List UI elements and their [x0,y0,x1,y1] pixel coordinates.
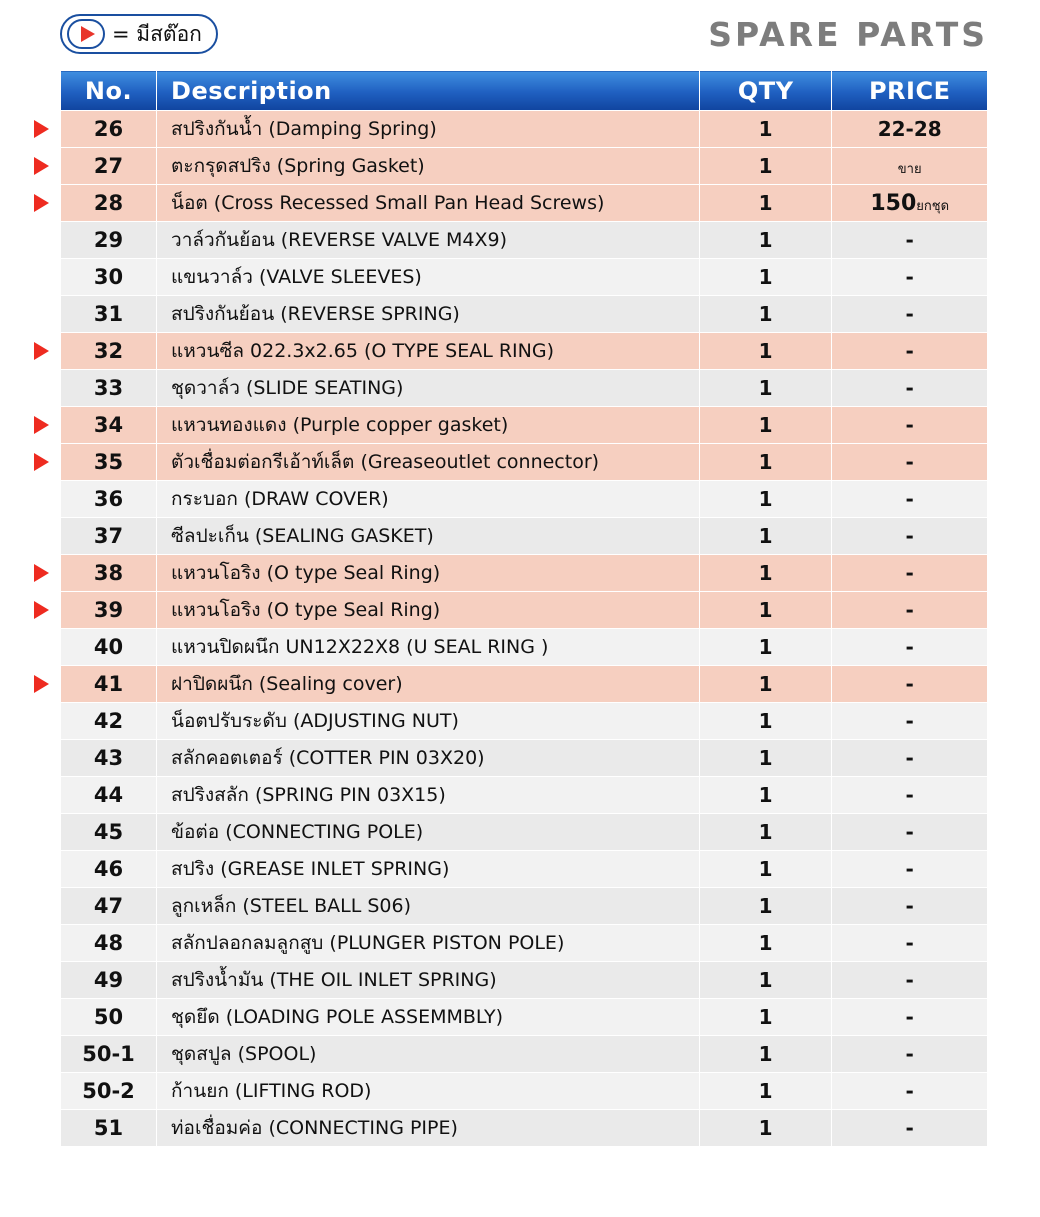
cell-description: แหวนโอริง (O type Seal Ring) [157,555,700,592]
table-row [61,1036,988,1073]
cell-qty: 1 [699,444,832,481]
cell-price: - [832,370,988,407]
cell-no: 34 [61,407,157,444]
cell-price: - [832,222,988,259]
price-note: ขาย [897,161,922,177]
table-row [61,185,988,222]
cell-no: 43 [61,740,157,777]
cell-price: - [832,407,988,444]
table-row [61,481,988,518]
cell-description: ตัวเชื่อมต่อกรีเอ้าท์เล็ต (Greaseoutlet connector) [157,444,700,481]
play-triangle-icon [67,19,105,49]
in-stock-marker-icon [34,601,49,619]
cell-qty: 1 [699,111,832,148]
cell-description: ก้านยก (LIFTING ROD) [157,1073,700,1110]
table-row [61,518,988,555]
in-stock-marker-icon [34,120,49,138]
cell-price: - [832,444,988,481]
cell-price: - [832,814,988,851]
cell-description: ชุดสปูล (SPOOL) [157,1036,700,1073]
table-row [61,777,988,814]
table-row [61,555,988,592]
cell-qty: 1 [699,1110,832,1147]
cell-description: ชุดวาล์ว (SLIDE SEATING) [157,370,700,407]
cell-no: 26 [61,111,157,148]
table-row [61,629,988,666]
cell-qty: 1 [699,407,832,444]
cell-qty: 1 [699,740,832,777]
cell-no: 50-1 [61,1036,157,1073]
table-row [61,925,988,962]
cell-no: 50-2 [61,1073,157,1110]
table-row [61,148,988,185]
cell-qty: 1 [699,999,832,1036]
table-row [61,888,988,925]
cell-price: - [832,518,988,555]
cell-description: สลักคอตเตอร์ (COTTER PIN 03X20) [157,740,700,777]
cell-description: แหวนโอริง (O type Seal Ring) [157,592,700,629]
cell-price: 22-28 [832,111,988,148]
cell-price [832,148,988,185]
table-row [61,333,988,370]
in-stock-marker-icon [34,416,49,434]
cell-description: น็อตปรับระดับ (ADJUSTING NUT) [157,703,700,740]
cell-qty: 1 [699,925,832,962]
cell-qty: 1 [699,666,832,703]
price-value: 150 [870,190,917,216]
cell-no: 51 [61,1110,157,1147]
cell-price: - [832,999,988,1036]
parts-table [60,70,988,1147]
cell-qty: 1 [699,962,832,999]
price-suffix: ยกชุด [916,198,950,214]
cell-description: ตะกรุดสปริง (Spring Gasket) [157,148,700,185]
cell-no: 31 [61,296,157,333]
cell-no: 48 [61,925,157,962]
cell-no: 50 [61,999,157,1036]
table-row [61,111,988,148]
cell-description: แหวนปิดผนึก UN12X22X8 (U SEAL RING ) [157,629,700,666]
column-header-description: Description [157,71,700,111]
page-header [0,0,1040,62]
cell-price: - [832,481,988,518]
cell-no: 44 [61,777,157,814]
cell-qty: 1 [699,851,832,888]
table-row [61,740,988,777]
stock-legend [60,14,218,54]
in-stock-marker-icon [34,157,49,175]
cell-price: - [832,333,988,370]
table-row [61,999,988,1036]
cell-description: แหวนทองแดง (Purple copper gasket) [157,407,700,444]
cell-no: 35 [61,444,157,481]
cell-description: ท่อเชื่อมค่อ (CONNECTING PIPE) [157,1110,700,1147]
cell-no: 28 [61,185,157,222]
stock-legend-label: = มีสต๊อก [112,21,202,46]
cell-no: 33 [61,370,157,407]
cell-price: - [832,629,988,666]
cell-price: - [832,1110,988,1147]
cell-no: 37 [61,518,157,555]
in-stock-marker-icon [34,453,49,471]
cell-no: 38 [61,555,157,592]
cell-price: - [832,962,988,999]
table-header-row [61,71,988,111]
cell-price: - [832,555,988,592]
cell-description: กระบอก (DRAW COVER) [157,481,700,518]
cell-qty: 1 [699,629,832,666]
table-row [61,222,988,259]
cell-description: สปริงกันน้ำ (Damping Spring) [157,111,700,148]
cell-price: - [832,666,988,703]
table-row [61,962,988,999]
cell-qty: 1 [699,222,832,259]
cell-qty: 1 [699,777,832,814]
cell-no: 36 [61,481,157,518]
cell-price: - [832,888,988,925]
cell-description: แหวนซีล 022.3x2.65 (O TYPE SEAL RING) [157,333,700,370]
cell-price: - [832,777,988,814]
cell-description: วาล์วกันย้อน (REVERSE VALVE M4X9) [157,222,700,259]
in-stock-marker-icon [34,194,49,212]
cell-price: - [832,740,988,777]
cell-price: - [832,296,988,333]
cell-no: 42 [61,703,157,740]
table-row [61,296,988,333]
table-row [61,851,988,888]
table-row [61,444,988,481]
cell-no: 39 [61,592,157,629]
cell-no: 46 [61,851,157,888]
cell-no: 29 [61,222,157,259]
column-header-price: PRICE [832,71,988,111]
cell-no: 30 [61,259,157,296]
table-row [61,407,988,444]
cell-qty: 1 [699,1036,832,1073]
cell-price: - [832,925,988,962]
cell-description: สปริง (GREASE INLET SPRING) [157,851,700,888]
in-stock-marker-icon [34,675,49,693]
cell-description: สลักปลอกลมลูกสูบ (PLUNGER PISTON POLE) [157,925,700,962]
cell-description: น็อต (Cross Recessed Small Pan Head Screws) [157,185,700,222]
cell-no: 40 [61,629,157,666]
cell-description: แขนวาล์ว (VALVE SLEEVES) [157,259,700,296]
cell-price: - [832,259,988,296]
table-row [61,814,988,851]
parts-table-wrap [60,70,988,1147]
cell-price: - [832,851,988,888]
cell-price [832,185,988,222]
cell-description: สปริงน้ำมัน (THE OIL INLET SPRING) [157,962,700,999]
cell-price: - [832,1073,988,1110]
cell-no: 32 [61,333,157,370]
cell-qty: 1 [699,592,832,629]
cell-description: ชุดยึด (LOADING POLE ASSEMMBLY) [157,999,700,1036]
cell-qty: 1 [699,888,832,925]
table-row [61,592,988,629]
cell-price: - [832,703,988,740]
table-row [61,1110,988,1147]
table-row [61,666,988,703]
cell-qty: 1 [699,296,832,333]
cell-price: - [832,1036,988,1073]
cell-no: 47 [61,888,157,925]
in-stock-marker-icon [34,342,49,360]
cell-qty: 1 [699,555,832,592]
column-header-qty: QTY [699,71,832,111]
cell-description: สปริงกันย้อน (REVERSE SPRING) [157,296,700,333]
cell-description: ฝาปิดผนึก (Sealing cover) [157,666,700,703]
table-row [61,259,988,296]
cell-no: 49 [61,962,157,999]
table-row [61,703,988,740]
cell-qty: 1 [699,814,832,851]
table-row [61,1073,988,1110]
cell-qty: 1 [699,148,832,185]
column-header-no: No. [61,71,157,111]
cell-description: ข้อต่อ (CONNECTING POLE) [157,814,700,851]
cell-qty: 1 [699,518,832,555]
cell-qty: 1 [699,185,832,222]
cell-qty: 1 [699,370,832,407]
cell-no: 41 [61,666,157,703]
cell-no: 45 [61,814,157,851]
cell-qty: 1 [699,703,832,740]
cell-description: ซีลปะเก็น (SEALING GASKET) [157,518,700,555]
table-row [61,370,988,407]
cell-qty: 1 [699,481,832,518]
cell-no: 27 [61,148,157,185]
cell-description: สปริงสลัก (SPRING PIN 03X15) [157,777,700,814]
parts-table-body [61,111,988,1147]
in-stock-marker-icon [34,564,49,582]
cell-qty: 1 [699,333,832,370]
cell-qty: 1 [699,259,832,296]
cell-description: ลูกเหล็ก (STEEL BALL S06) [157,888,700,925]
cell-price: - [832,592,988,629]
cell-qty: 1 [699,1073,832,1110]
page-title: SPARE PARTS [708,14,988,54]
